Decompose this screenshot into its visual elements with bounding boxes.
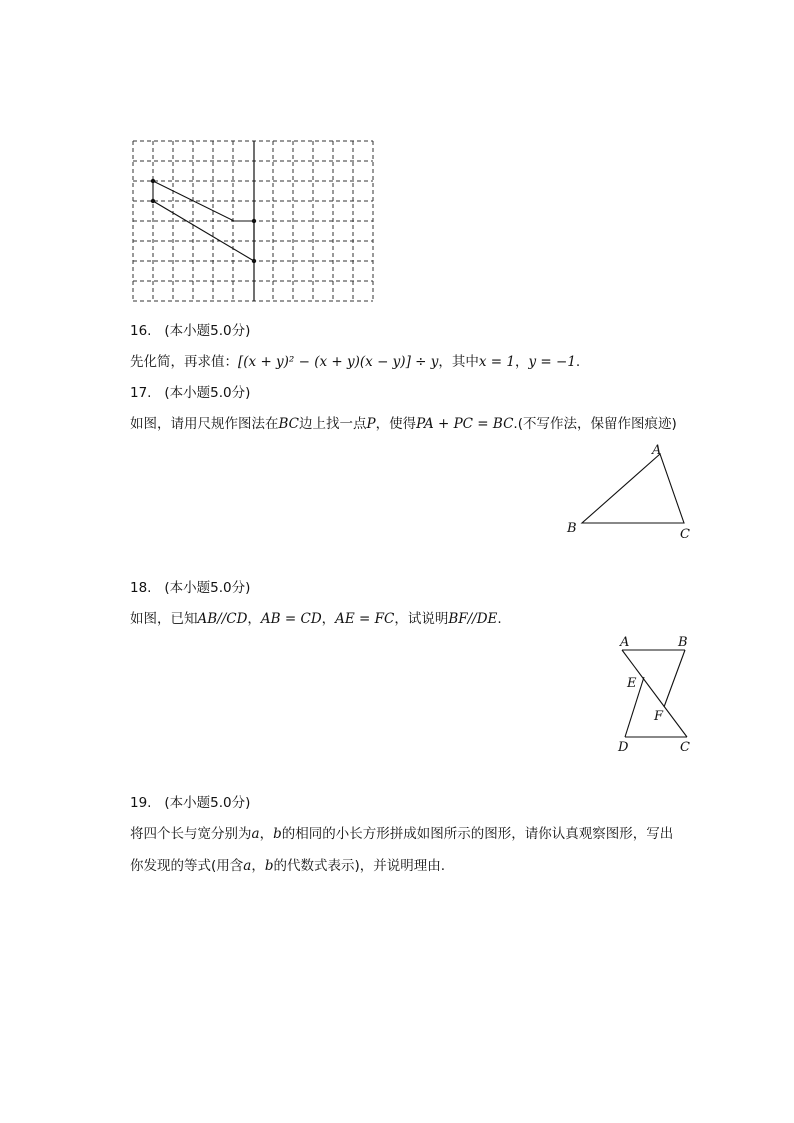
- q18-figure: [610, 630, 700, 760]
- q18-label-d: D: [618, 740, 629, 755]
- q16-number: 16.: [130, 323, 152, 339]
- triangle-abc: [582, 454, 684, 523]
- q16-cond-x: x = 1: [478, 354, 515, 370]
- q18-text-3: .: [497, 611, 502, 627]
- q19-text-2c: 的代数式表示)，并说明理由.: [273, 858, 446, 874]
- q17-body: [130, 414, 677, 434]
- q19-text-1a: 将四个长与宽分别为: [130, 826, 252, 842]
- q19-line-1: [130, 824, 673, 844]
- q18-m2: AB = CD: [260, 611, 322, 627]
- q19-text-1c: 的相同的小长方形拼成如图所示的图形，请你认真观察图形，写出: [281, 826, 674, 842]
- q17-text-1: 如图，请用尺规作图法在: [130, 416, 279, 432]
- q18-text-1: 如图，已知: [130, 611, 198, 627]
- q17-label-c: C: [680, 527, 690, 542]
- q16-cond-y: y = −1: [528, 354, 576, 370]
- q16-comma: ，: [514, 354, 529, 370]
- q18-m3: AE = FC: [335, 611, 395, 627]
- q18-number: 18.: [130, 580, 152, 596]
- q16-expression: [(x + y)² − (x + y)(x − y)] ÷ y: [238, 354, 439, 370]
- q17-number: 17.: [130, 385, 152, 401]
- q18-label-a: A: [620, 635, 630, 650]
- q19-header: [130, 793, 250, 813]
- q18-header: [130, 578, 250, 598]
- q17-bc: BC: [278, 416, 300, 432]
- q18-label-b: B: [678, 635, 688, 650]
- q16-header: [130, 321, 250, 341]
- q17-header: [130, 383, 250, 403]
- q18-body: [130, 609, 502, 629]
- q18-points: (本小题5.0分): [164, 580, 251, 596]
- q19-var-a2: a: [243, 858, 252, 874]
- q18-label-e: E: [627, 676, 637, 691]
- q18-c2: ，: [321, 611, 336, 627]
- q18-m4: BF//DE: [448, 611, 498, 627]
- q19-line-2: [130, 856, 445, 876]
- q17-p: P: [366, 416, 376, 432]
- q18-c1: ，: [247, 611, 261, 627]
- q16-end: .: [575, 354, 581, 370]
- q19-var-a: a: [251, 826, 260, 842]
- grid-figure: [128, 136, 380, 306]
- q18-m1: AB//CD: [197, 611, 248, 627]
- q19-text-1b: ，: [259, 826, 274, 842]
- q19-text-2a: 你发现的等式(用含: [130, 858, 244, 874]
- q17-label-a: A: [652, 443, 662, 458]
- q17-text-2: 边上找一点: [299, 416, 367, 432]
- q19-points: (本小题5.0分): [164, 795, 251, 811]
- q17-equation: PA + PC = BC: [416, 416, 514, 432]
- q16-sep: ，其中: [438, 354, 479, 370]
- q17-label-b: B: [567, 521, 577, 536]
- q18-label-c: C: [680, 740, 690, 755]
- q19-number: 19.: [130, 795, 152, 811]
- q16-body: [130, 352, 580, 372]
- q17-text-3: ，使得: [375, 416, 417, 432]
- q16-points: (本小题5.0分): [164, 323, 251, 339]
- q19-var-b2: b: [264, 858, 274, 874]
- q17-text-4: .(不写作法，保留作图痕迹): [513, 416, 677, 432]
- q18-text-2: ，试说明: [394, 611, 449, 627]
- q16-prefix: 先化简，再求值：: [130, 354, 238, 370]
- q17-triangle-figure: [560, 440, 700, 545]
- q17-points: (本小题5.0分): [164, 385, 251, 401]
- q18-label-f: F: [654, 709, 664, 724]
- q19-text-2b: ，: [251, 858, 265, 874]
- q19-var-b: b: [273, 826, 282, 842]
